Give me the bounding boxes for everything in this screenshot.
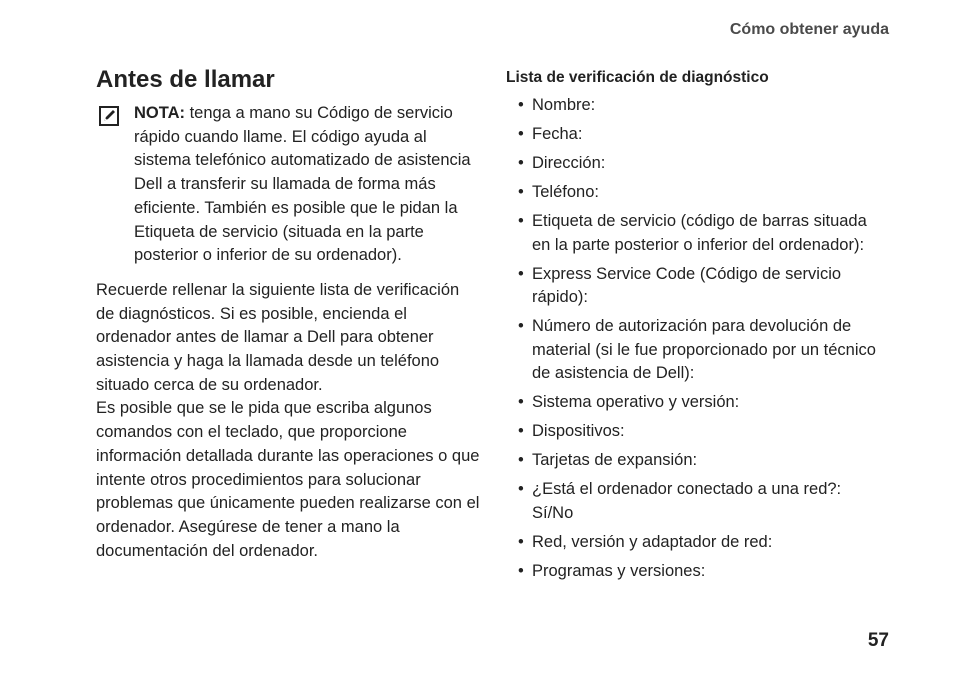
right-column [506,68,881,589]
checklist-item-expansion-cards [506,449,881,473]
diagnostic-checklist [506,94,881,583]
checklist-item-text: Tarjetas de expansión: [532,451,698,469]
bullet: • [518,561,524,580]
checklist-item-text: Sistema operativo y versión: [532,393,740,411]
checklist-item-text: Fecha: [532,125,583,143]
checklist-item-network-connected [506,478,881,525]
checklist-item-service-tag [506,210,881,257]
checklist-item-text: Express Service Code (Código de servicio rápido): [532,264,842,306]
bullet: • [518,393,524,411]
checklist-item-express-service-code [506,263,881,310]
checklist-item-phone [506,181,881,205]
page-title: Antes de llamar [96,66,275,93]
checklist-item-operating-system [506,391,881,415]
checklist-item-date [506,123,881,147]
bullet: • [518,96,524,114]
bullet: • [518,154,524,172]
checklist-item-devices [506,420,881,444]
checklist-item-text: Red, versión y adaptador de red: [532,532,773,551]
checklist-item-text: Número de autorización para devolución de material (si le fue proporcionado por un técnico de asistencia de Dell): [532,317,876,382]
bullet: • [518,212,524,230]
checklist-item-text: Teléfono: [532,183,599,201]
checklist-item-text: ¿Está el ordenador conectado a una red?: Sí/No [532,480,842,522]
page-number: 57 [867,630,889,651]
bullet: • [518,480,524,498]
bullet: • [518,532,524,551]
checklist-item-text: Programas y versiones: [532,561,706,580]
checklist-title: Lista de verificación de diagnóstico [506,69,769,86]
running-header-title: Cómo obtener ayuda [729,21,889,38]
bullet: • [518,422,524,440]
checklist-item-programs [506,560,881,584]
note-text: tenga a mano su Código de servicio rápido cuando llame. El código ayuda al sistema telefónico automatizado de asistencia Dell a transferir su llamada de forma más eficiente. También es posible que le pidan la Etiqueta de servicio (situada en la parte posterior o inferior de su ordenador). [134,104,471,265]
checklist-item-address [506,152,881,176]
bullet: • [518,451,524,469]
left-column [96,64,481,563]
note-label: NOTA: [134,104,186,122]
bullet: • [518,264,524,283]
checklist-item-text: Dirección: [532,154,606,172]
bullet: • [518,183,524,201]
checklist-item-return-authorization [506,315,881,386]
pencil-note-icon [99,106,119,126]
instructions-paragraph: Es posible que se le pida que escriba algunos comandos con el teclado, que proporcione información detallada durante las operaciones o que intente otros procedimientos para solucionar problemas que únicamente pueden realizarse con el ordenador. Asegúrese de tener a mano la documentación del ordenador. [96,399,480,560]
note-block [96,102,481,268]
checklist-item-name [506,94,881,118]
checklist-item-text: Nombre: [532,96,596,114]
intro-paragraph: Recuerde rellenar la siguiente lista de verificación de diagnósticos. Si es posible, encienda el ordenador antes de llamar a Dell para obtener asistencia y haga la llamada desde un teléfono situado cerca de su ordenador. [96,280,460,394]
checklist-item-network-adapter [506,531,881,555]
checklist-item-text: Dispositivos: [532,422,625,440]
bullet: • [518,125,524,143]
checklist-item-text: Etiqueta de servicio (código de barras situada en la parte posterior o inferior del ordenador): [532,212,867,254]
bullet: • [518,317,524,335]
